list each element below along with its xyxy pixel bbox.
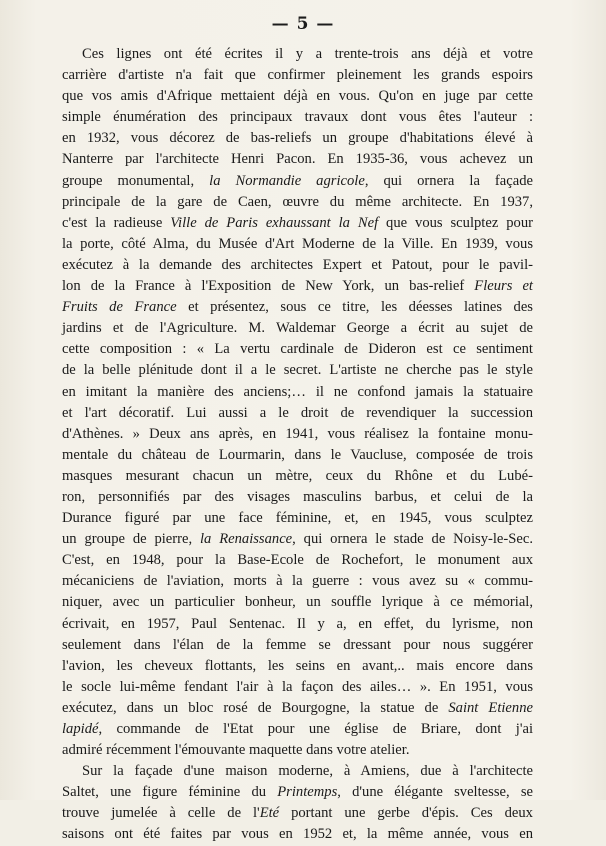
text-line [62,149,533,170]
text-segment: que vos amis d'Afrique mettaient déjà en vous. Qu'on en juge par cette [62,88,533,105]
italic-title: Eté [259,805,280,822]
text-line [62,128,533,149]
text-line [62,297,533,318]
text-line [62,466,533,487]
text-segment: le socle lui-même fendant l'air à la façon des ailes… ». En 1951, vous [62,678,533,695]
italic-title: lapidé [62,721,99,737]
text-line [62,803,533,824]
text-segment: lon de la France à l'Exposition de New York, un bas-relief [62,278,475,295]
text-line [62,635,533,656]
body-text [62,44,533,846]
italic-title: Fleurs et [474,278,533,295]
text-segment: en imitant la manière des anciens;… il ne confond jamais la statuaire [62,383,533,400]
text-segment: C'est, en 1948, pour la Base-Ecole de Rochefort, le monument aux [62,552,533,569]
text-segment: et présentez, sous ce titre, les déesses latines des [176,299,533,316]
text-line [62,782,533,803]
italic-title: Fruits de France [62,299,177,316]
text-segment: mentale du château de Lourmarin, dans le Vaucluse, composée de trois [62,446,533,463]
text-segment: groupe monumental, [62,172,210,189]
text-segment: de la belle plénitude dont il a le secret. L'artiste ne cherche pas le style [62,362,533,379]
text-line [62,487,533,508]
text-line [62,698,533,719]
text-segment: la porte, côté Alma, du Musée d'Art Moderne de la Ville. En 1939, vous [62,235,533,252]
text-line [62,656,533,677]
text-line [62,255,533,276]
text-segment: seulement dans l'élan de la femme se dressant pour nous suggérer [62,636,533,653]
text-line [62,424,533,445]
text-line [62,403,533,424]
text-segment: Durance figuré par une face féminine, et, en 1945, vous sculptez [62,510,533,527]
text-line [62,508,533,529]
text-segment: en 1932, vous décorez de bas-reliefs un groupe d'habitations élevé à [62,130,533,147]
text-line [62,677,533,698]
text-segment: Saltet, une figure féminine du [62,784,278,801]
text-line [62,592,533,613]
text-segment: carrière d'artiste n'a fait que confirmer pleinement les grands espoirs [62,67,533,84]
text-line [62,614,533,635]
text-segment: , commande de l'Etat pour une église de Briare, dont j'ai [98,721,533,737]
text-segment: un groupe de pierre, [62,531,200,548]
text-segment: , qui ornera la façade [364,172,533,189]
text-segment: , qui ornera le stade de Noisy-le-Sec. [292,531,533,548]
text-segment: exécutez à la demande des architectes Expert et Patout, pour le pavil- [62,256,533,273]
text-line [62,529,533,550]
text-segment: cette composition : « La vertu cardinale de Dideron est ce sentiment [62,341,533,358]
text-segment: admiré récemment l'émouvante maquette dans votre atelier. [62,742,410,759]
text-line [62,44,533,65]
text-line [62,65,533,86]
text-segment: d'Athènes. » Deux ans après, en 1941, vous réalisez la fontaine monu- [62,425,533,442]
text-segment: saisons ont été faites par vous en 1952 et, la même année, vous en [62,826,533,843]
text-segment: écrivait, en 1957, Paul Sentenac. Il y a, en effet, du lyrisme, non [62,615,533,632]
text-line [62,318,533,339]
text-segment: simple énumération des principaux travaux dont vous êtes l'auteur : [62,109,533,126]
text-line [62,719,533,740]
italic-title: la Normandie agricole [209,172,365,189]
italic-title: Ville de Paris exhaussant la Nef [170,214,379,231]
text-line [62,192,533,213]
text-line [62,86,533,107]
italic-title: Printemps [277,784,338,801]
text-segment: trouve jumelée à celle de l' [62,805,260,822]
text-segment: ron, personnifiés par des visages masculins barbus, et celui de la [62,488,533,505]
italic-title: Saint Etienne [448,699,533,716]
page-number: — 5 — [271,14,335,34]
text-segment: Sur la façade d'une maison moderne, à Amiens, due à l'architecte [82,763,533,780]
text-segment: et l'art décoratif. Lui aussi a le droit de revendiquer la succession [62,404,533,421]
text-line [62,761,533,782]
text-segment: masques mesurant chacun un mètre, ceux du Rhône et du Lubé- [62,467,533,484]
text-segment: que vous sculptez pour [378,214,533,231]
text-segment: portant une gerbe d'épis. Ces deux [279,805,533,822]
text-line [62,107,533,128]
text-line [62,276,533,297]
text-segment: Ces lignes ont été écrites il y a trente-trois ans déjà et votre [82,46,533,62]
text-line [62,360,533,381]
text-line [62,550,533,571]
text-line [62,824,533,845]
text-segment: jardins et de l'Agriculture. M. Waldemar George a écrit au sujet de [62,320,533,337]
text-segment: , d'une élégante sveltesse, se [337,784,533,801]
text-line [62,213,533,234]
italic-title: la Renaissance [200,531,293,548]
text-segment: c'est la radieuse [62,214,171,231]
text-segment: niquer, avec un particulier bonheur, un souffle lyrique à ce mémorial, [62,594,533,611]
text-segment: exécutez, dans un bloc rosé de Bourgogne, la statue de [62,699,449,716]
text-line [62,171,533,192]
text-line [62,740,533,761]
text-segment: l'avion, les cheveux flottants, les seins en avant,.. mais encore dans [62,657,533,674]
text-line [62,571,533,592]
text-line [62,445,533,466]
text-segment: principale de la gare de Caen, œuvre du même architecte. En 1937, [62,193,533,210]
text-segment: Nanterre par l'architecte Henri Pacon. En 1935-36, vous achevez un [62,151,533,168]
text-line [62,234,533,255]
text-line [62,339,533,360]
text-line [62,382,533,403]
text-segment: mécaniciens de l'aviation, morts à la guerre : vous avez su « commu- [62,573,533,590]
